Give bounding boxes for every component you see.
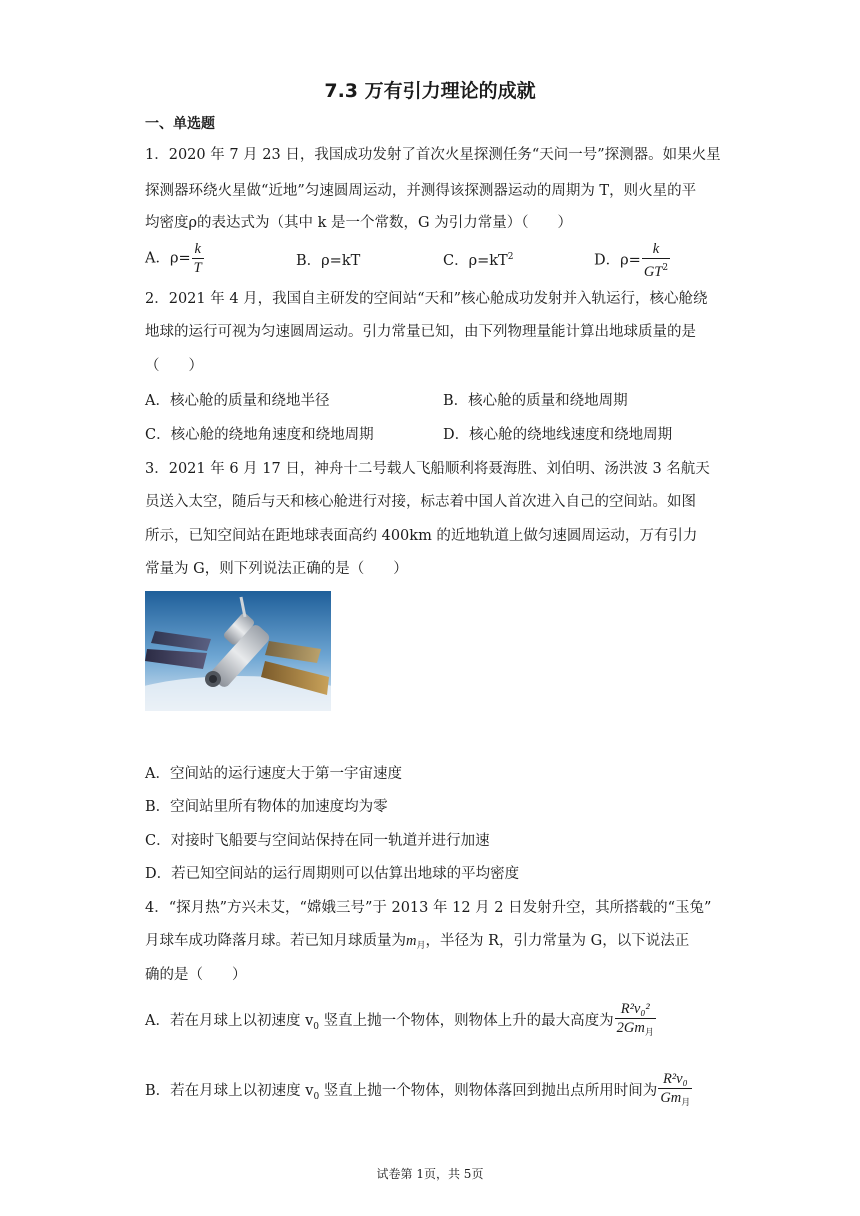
q3-line-3: 所示，已知空间站在距地球表面高约 400km 的近地轨道上做匀速圆周运动，万有引力 [145,528,698,544]
page-title: 7.3 万有引力理论的成就 [324,80,536,102]
q4-option-b-fraction: $\frac{\text{R²v₀}}{Gm_月}$ [660,1071,691,1108]
q1-option-c[interactable]: C．$\rho=kT^2$ [443,252,514,269]
q2-option-a[interactable]: A．核心舱的质量和绕地半径 [145,393,330,409]
q1-line-2: 探测器环绕火星做“近地”匀速圆周运动，并测得该探测器运动的周期为 T，则火星的平 [145,183,697,199]
q1-line-1: 1．2020 年 7 月 23 日，我国成功发射了首次火星探测任务“天问一号”探测器。如果火星 [145,147,721,163]
q3-option-a[interactable]: A．空间站的运行速度大于第一宇宙速度 [145,766,402,782]
q1-option-d-fraction: $\frac{k}{GT^2}$ [643,241,669,280]
q1-option-d[interactable] [594,240,671,281]
q1-option-b[interactable]: B．ρ=kT [296,253,361,269]
q1-option-d-label: D．ρ= [594,252,641,269]
q3-line-1: 3．2021 年 6 月 17 日，神舟十二号载人飞船顺利将聂海胜、刘伯明、汤洪波 3 名航天 [145,461,710,477]
q4-line-1: 4．“探月热”方兴未艾，“嫦娥三号”于 2013 年 12 月 2 日发射升空，其所搭载的“玉兔” [145,900,712,916]
q3-line-4: 常量为 G，则下列说法正确的是（ ） [145,561,408,577]
q4-option-b[interactable]: B．若在月球上以初速度 $v_0$ 竖直上抛一个物体，则物体落回到抛出点所用时间为 $\frac{\text{R²v₀}}{Gm_月}$ [145,1070,693,1112]
q1-option-a[interactable] [145,240,205,277]
q4-option-a-fraction: $\frac{\text{R²v₀²}}{2Gm_月}$ [616,1001,654,1038]
q1-option-a-label: A．ρ= [145,250,191,267]
q2-line-3: （ ） [145,358,203,374]
section-heading: 一、单选题 [145,116,215,132]
q1-option-a-fraction: $\frac{k}{T}$ [193,241,202,276]
q4-line-3: 确的是（ ） [145,967,247,983]
q2-option-c[interactable]: C．核心舱的绕地角速度和绕地周期 [145,427,374,443]
q2-option-b[interactable]: B．核心舱的质量和绕地周期 [443,393,628,409]
q2-line-2: 地球的运行可视为匀速圆周运动。引力常量已知，由下列物理量能计算出地球质量的是 [145,324,696,340]
q1-line-3: 均密度ρ的表达式为（其中 k 是一个常数，G 为引力常量）（ ） [145,215,572,231]
page-footer: 试卷第 1页，共 5页 [376,1167,484,1181]
q2-line-1: 2．2021 年 4 月，我国自主研发的空间站“天和”核心舱成功发射并入轨运行，核心舱绕 [145,291,708,307]
space-station-image [145,591,331,711]
q3-option-c[interactable]: C．对接时飞船要与空间站保持在同一轨道并进行加速 [145,833,490,849]
q2-option-d[interactable]: D．核心舱的绕地线速度和绕地周期 [443,427,673,443]
q3-line-2: 员送入太空，随后与天和核心舱进行对接，标志着中国人首次进入自己的空间站。如图 [145,494,696,510]
q4-option-a[interactable]: A．若在月球上以初速度 $v_0$ 竖直上抛一个物体，则物体上升的最大高度为 $\frac{\text{R²v₀²}}{2Gm_月}$ [145,1000,657,1042]
q3-option-b[interactable]: B．空间站里所有物体的加速度均为零 [145,799,388,815]
q3-option-d[interactable]: D．若已知空间站的运行周期则可以估算出地球的平均密度 [145,866,520,882]
q4-line-2: 月球车成功降落月球。若已知月球质量为$m_月$，半径为 R，引力常量为 G，以下说法正 [145,933,690,951]
